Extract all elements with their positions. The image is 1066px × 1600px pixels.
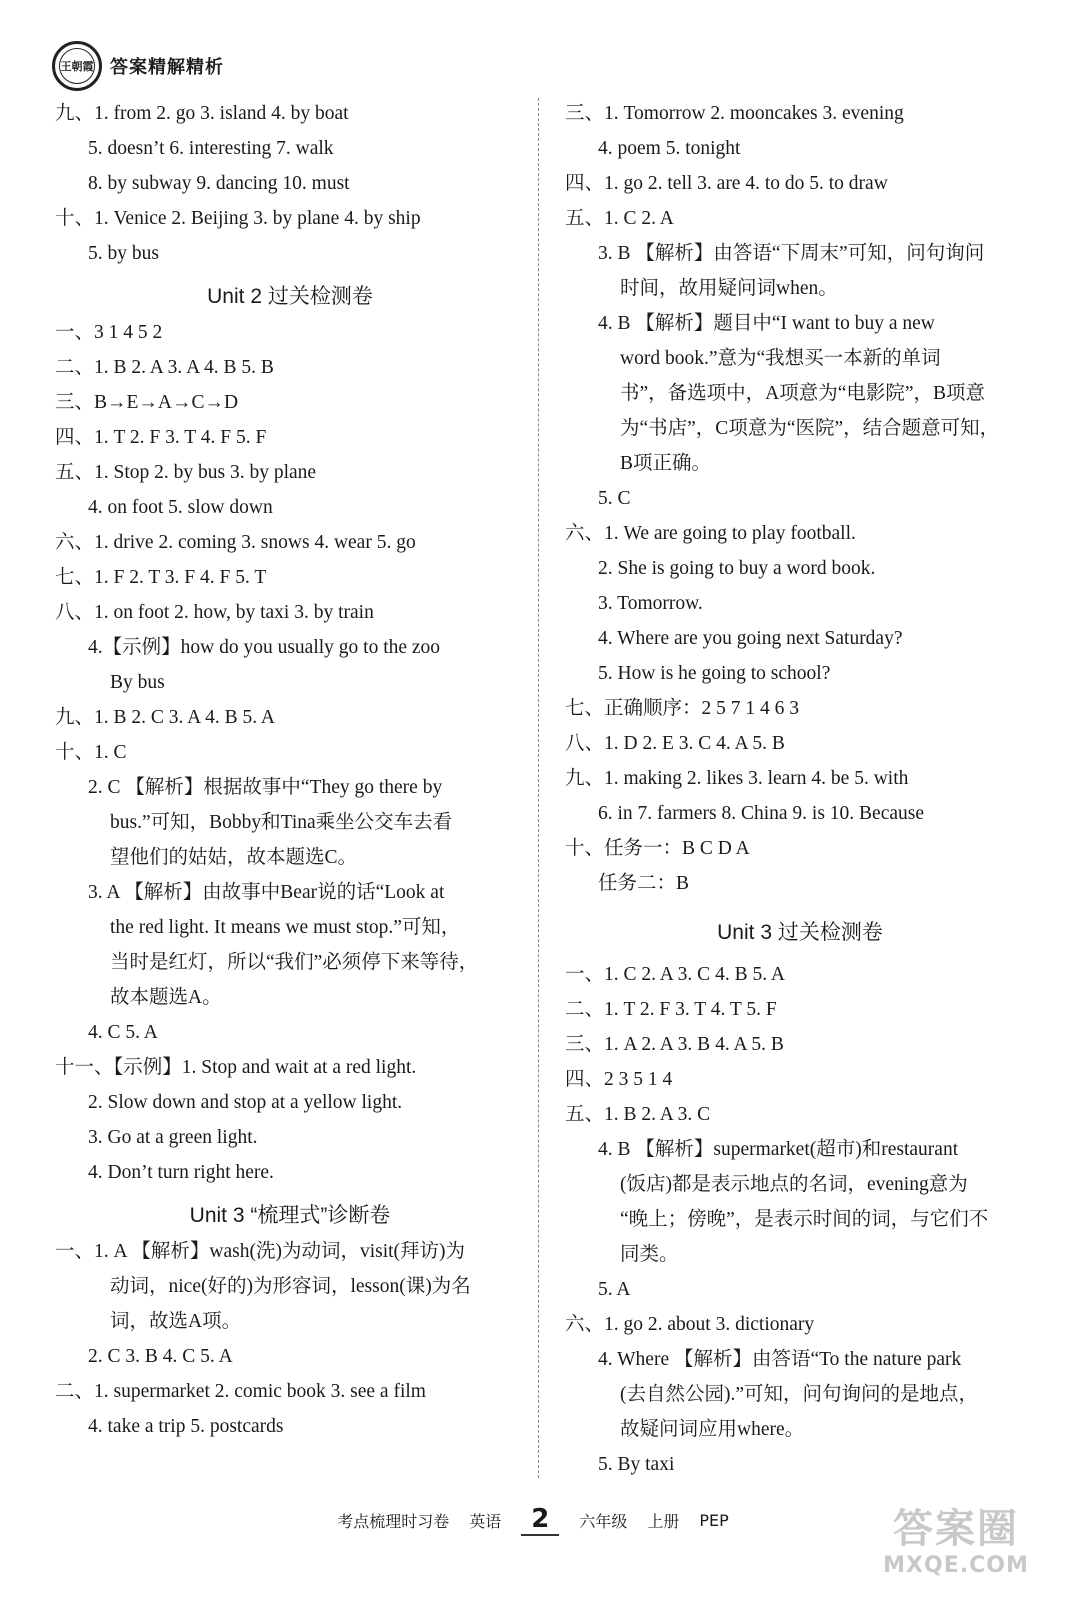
footer-subject: 英语 xyxy=(469,1511,502,1531)
answer-line: 4. on foot 5. slow down xyxy=(88,497,273,518)
answer-line: 8. by subway 9. dancing 10. must xyxy=(88,173,350,194)
answer-line: 六、1. We are going to play football. xyxy=(565,523,856,544)
answer-line: 五、1. C 2. A xyxy=(565,208,674,229)
answer-line: 望他们的姑姑，故本题选C。 xyxy=(110,847,358,868)
answer-line: 二、1. T 2. F 3. T 4. T 5. F xyxy=(565,999,777,1020)
answer-line: 5. By taxi xyxy=(598,1454,675,1475)
answer-line: 2. C 3. B 4. C 5. A xyxy=(88,1346,233,1367)
section-heading: Unit 3 过关检测卷 xyxy=(717,921,883,944)
answer-line: 时间，故用疑问词when。 xyxy=(620,278,838,299)
answer-line: 为“书店”，C项意为“医院”，结合题意可知， xyxy=(620,418,1000,439)
column-divider xyxy=(538,98,539,1478)
footer-edition: PEP xyxy=(699,1510,729,1530)
answer-line: 故疑问词应用where。 xyxy=(620,1419,805,1440)
answer-line: 4. take a trip 5. postcards xyxy=(88,1416,284,1437)
answer-line: “晚上；傍晚”，是表示时间的词，与它们不 xyxy=(620,1209,989,1230)
answer-line: 书”，备选项中，A项意为“电影院”，B项意 xyxy=(620,383,986,404)
footer-grade: 六年级 xyxy=(579,1511,628,1531)
answer-line: 5. A xyxy=(598,1279,631,1300)
answer-line: 一、3 1 4 5 2 xyxy=(55,322,163,343)
logo-text: 王朝霞 xyxy=(59,48,95,84)
answer-line: 故本题选A。 xyxy=(110,987,222,1008)
footer-book: 考点梳理时习卷 xyxy=(337,1511,450,1531)
answer-line: (去自然公园).”可知，问句询问的是地点， xyxy=(620,1384,979,1405)
publisher-logo xyxy=(52,41,102,91)
answer-line: 八、1. on foot 2. how, by taxi 3. by train xyxy=(55,602,374,623)
header-title: 答案精解精析 xyxy=(110,57,224,78)
answer-line: 4. poem 5. tonight xyxy=(598,138,741,159)
answer-line: 3. Go at a green light. xyxy=(88,1127,258,1148)
answer-line: 2. Slow down and stop at a yellow light. xyxy=(88,1092,403,1113)
answer-line: 十、1. C xyxy=(55,742,127,763)
left-column xyxy=(55,96,525,1444)
watermark-bottom: MXQE.COM xyxy=(883,1553,1029,1578)
watermark-top: 答案圈 xyxy=(893,1506,1019,1552)
answer-line: (饭店)都是表示地点的名词，evening意为 xyxy=(620,1174,968,1195)
answer-line: 六、1. go 2. about 3. dictionary xyxy=(565,1314,815,1335)
answer-line: 4.【示例】how do you usually go to the zoo xyxy=(88,637,441,658)
answer-line: 七、正确顺序：2 5 7 1 4 6 3 xyxy=(565,698,800,719)
answer-line: 六、1. drive 2. coming 3. snows 4. wear 5. go xyxy=(55,532,416,553)
answer-line: 3. A 【解析】由故事中Bear说的话“Look at xyxy=(88,882,445,903)
answer-line: 一、1. A 【解析】wash(洗)为动词，visit(拜访)为 xyxy=(55,1241,466,1262)
answer-line: 八、1. D 2. E 3. C 4. A 5. B xyxy=(565,733,785,754)
answer-line: B项正确。 xyxy=(620,453,712,474)
answer-line: 三、B→E→A→C→D xyxy=(55,392,239,413)
answer-line: 一、1. C 2. A 3. C 4. B 5. A xyxy=(565,964,785,985)
answer-line: 四、1. go 2. tell 3. are 4. to do 5. to draw xyxy=(565,173,888,194)
answer-line: bus.”可知，Bobby和Tina乘坐公交车去看 xyxy=(110,812,453,833)
answer-line: 4. B 【解析】题目中“I want to buy a new xyxy=(598,313,935,334)
answer-line: the red light. It means we must stop.”可知， xyxy=(110,917,461,938)
answer-line: 十一、【示例】1. Stop and wait at a red light. xyxy=(55,1057,417,1078)
answer-line: 同类。 xyxy=(620,1244,679,1265)
answer-line: 十、1. Venice 2. Beijing 3. by plane 4. by ship xyxy=(55,208,421,229)
answer-line: 九、1. making 2. likes 3. learn 4. be 5. with xyxy=(565,768,909,789)
answer-line: 九、1. B 2. C 3. A 4. B 5. A xyxy=(55,707,275,728)
answer-line: 5. How is he going to school? xyxy=(598,663,831,684)
answer-line: 三、1. Tomorrow 2. mooncakes 3. evening xyxy=(565,103,904,124)
answer-line: 5. C xyxy=(598,488,631,509)
answer-line: word book.”意为“我想买一本新的单词 xyxy=(620,348,941,369)
section-heading: Unit 3 “梳理式”诊断卷 xyxy=(189,1204,391,1227)
answer-line: 4. B 【解析】supermarket(超市)和restaurant xyxy=(598,1139,959,1160)
answer-line: 五、1. B 2. A 3. C xyxy=(565,1104,711,1125)
answer-line: 三、1. A 2. A 3. B 4. A 5. B xyxy=(565,1034,784,1055)
page-header xyxy=(52,38,224,94)
section-heading: Unit 2 过关检测卷 xyxy=(207,285,373,308)
answer-line: 四、1. T 2. F 3. T 4. F 5. F xyxy=(55,427,267,448)
answer-line: 任务二：B xyxy=(598,873,690,894)
answer-line: 3. Tomorrow. xyxy=(598,593,703,614)
answer-line: 4. C 5. A xyxy=(88,1022,158,1043)
answer-line: 5. by bus xyxy=(88,243,159,264)
answer-line: 四、2 3 5 1 4 xyxy=(565,1069,673,1090)
page-number: 2 xyxy=(521,1504,559,1536)
watermark xyxy=(866,1505,1046,1585)
answer-line: 4. Where 【解析】由答语“To the nature park xyxy=(598,1349,962,1370)
answer-line: 词，故选A项。 xyxy=(110,1311,242,1332)
answer-line: 2. She is going to buy a word book. xyxy=(598,558,876,579)
answer-line: 3. B 【解析】由答语“下周末”可知，问句询问 xyxy=(598,243,985,264)
right-column xyxy=(565,96,1035,1482)
answer-line: 二、1. supermarket 2. comic book 3. see a film xyxy=(55,1381,426,1402)
answer-line: By bus xyxy=(110,672,165,693)
footer-term: 上册 xyxy=(647,1511,680,1531)
answer-line: 动词，nice(好的)为形容词，lesson(课)为名 xyxy=(110,1276,471,1297)
answer-line: 九、1. from 2. go 3. island 4. by boat xyxy=(55,103,349,124)
answer-line: 当时是红灯，所以“我们”必须停下来等待， xyxy=(110,952,479,973)
answer-line: 十、任务一：B C D A xyxy=(565,838,750,859)
answer-line: 2. C 【解析】根据故事中“They go there by xyxy=(88,777,443,798)
answer-line: 6. in 7. farmers 8. China 9. is 10. Because xyxy=(598,803,925,824)
answer-line: 二、1. B 2. A 3. A 4. B 5. B xyxy=(55,357,274,378)
answer-line: 4. Where are you going next Saturday? xyxy=(598,628,903,649)
answer-line: 五、1. Stop 2. by bus 3. by plane xyxy=(55,462,317,483)
answer-line: 4. Don’t turn right here. xyxy=(88,1162,274,1183)
answer-line: 5. doesn’t 6. interesting 7. walk xyxy=(88,138,334,159)
answer-line: 七、1. F 2. T 3. F 4. F 5. T xyxy=(55,567,267,588)
